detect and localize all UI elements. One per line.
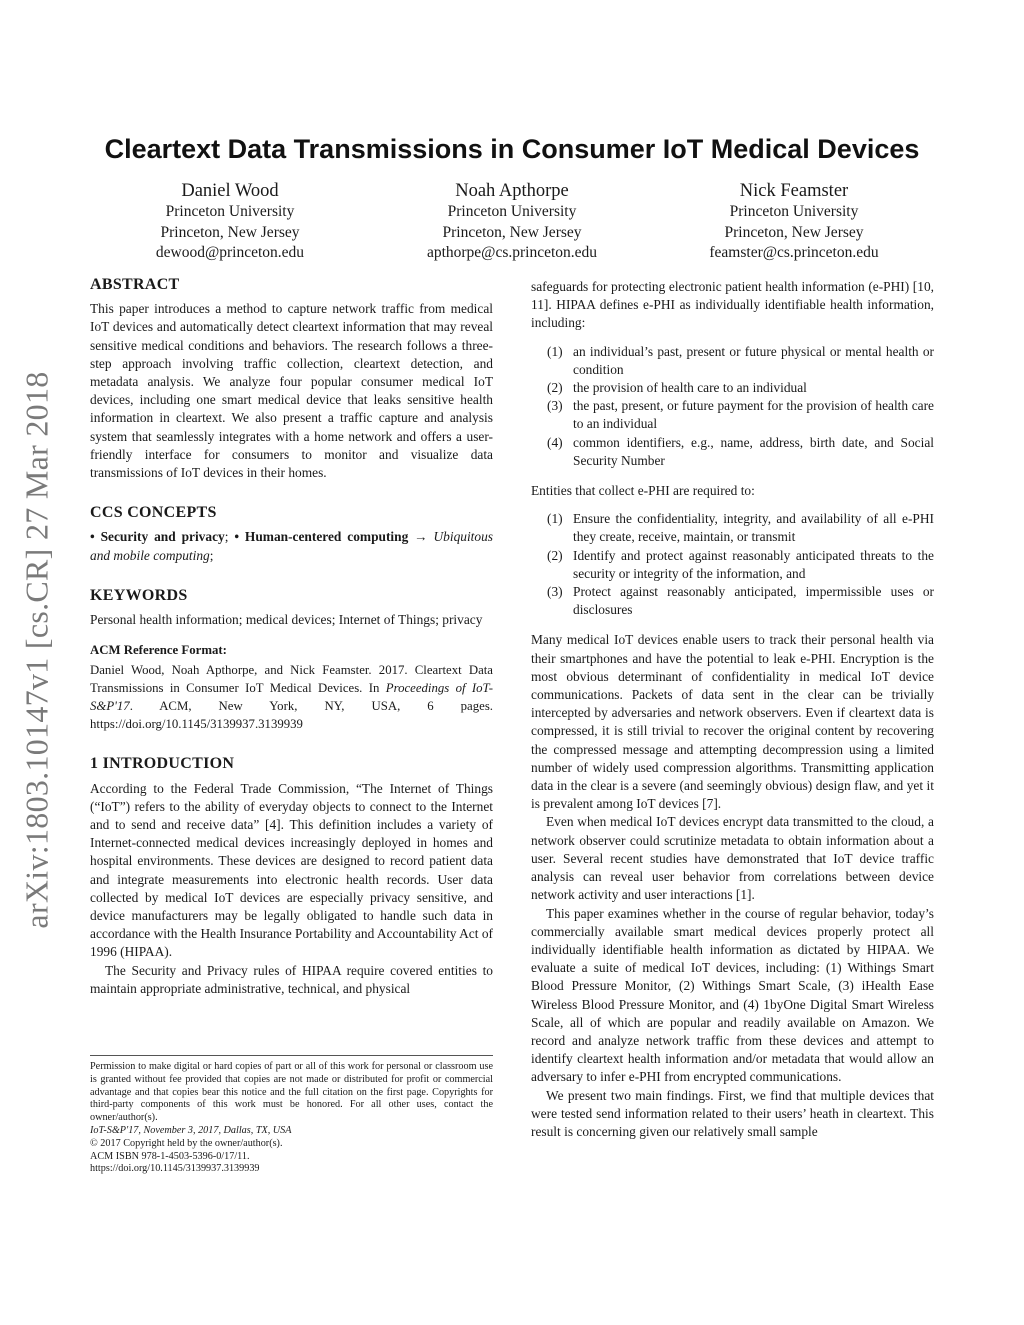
author-email: feamster@cs.princeton.edu [709, 244, 879, 261]
footnote-block [90, 1055, 493, 1176]
list-text: the past, present, or future payment for the provision of health care to an individual [573, 398, 934, 432]
right-column [531, 278, 934, 1141]
right-paragraph-many: Many medical IoT devices enable users to track their personal health via their smartphones and have the potential to leak e-PHI. Encryption is the most obvious determinant of confidentiality in medical IoT device communications. Packets of data sent in the clear can be trivially intercepted by adversaries and network observers. Even if cleartext data is compressed, it is still trivial to recover the original content by recovering the compressed message and attempting decompression using a limited number of widely used compression algorithms. Transmitting application data in the clear is a severe (and seemingly obvious) design flaw, and yet it is prevalent among IoT devices [7]. [531, 632, 934, 812]
author-location: Princeton, New Jersey [160, 223, 300, 241]
list-text: the provision of health care to an individual [573, 380, 807, 396]
footnote-isbn: ACM ISBN 978-1-4503-5396-0/17/11. [90, 1150, 250, 1162]
list-number: (1) [547, 511, 563, 527]
author-2 [382, 180, 642, 264]
list-item [531, 547, 934, 583]
list-text: an individual’s past, present or future physical or mental health or condition [573, 343, 934, 377]
ccs-concept-2: • Human-centered computing [234, 529, 409, 545]
ccs-end: ; [209, 547, 214, 563]
abstract-heading: ABSTRACT [90, 276, 180, 293]
author-affiliation: Princeton University [165, 203, 295, 220]
acm-ref-proceedings: Proceedings of IoT-S&P'17 [90, 681, 493, 714]
acm-ref-part1: Daniel Wood, Noah Apthorpe, and Nick Feamster. 2017. Cleartext Data Transmissions in Consumer IoT Medical Devices. In [90, 663, 493, 696]
acm-ref-part2: . ACM, New York, NY, USA, 6 pages. https://doi.org/10.1145/3139937.3139939 [90, 699, 493, 732]
list-number: (3) [547, 398, 563, 414]
footnote-permission: Permission to make digital or hard copies of part or all of this work for personal or classroom use is granted without fee provided that copies are not made or distributed for profit or commercial advantage and that copies bear this notice and the full citation on the first page. Copyrights for third-party components of this work must be honored. For all other uses, contact the owner/author(s). [90, 1061, 493, 1124]
paper-title: Cleartext Data Transmissions in Consumer IoT Medical Devices [104, 134, 920, 164]
ccs-concept-1: • Security and privacy [90, 529, 225, 545]
author-affiliation: Princeton University [447, 203, 577, 220]
list-text: common identifiers, e.g., name, address, birth date, and Social Security Number [573, 434, 934, 468]
right-paragraph-intro: safeguards for protecting electronic patient health information (e-PHI) [10, 11]. HIPAA defines e-PHI as individually identifiable health information, including: [531, 279, 934, 331]
list-text: Ensure the confidentiality, integrity, and availability of all e-PHI they create, receive, maintain, or transmit [573, 511, 934, 545]
footnote-doi: https://doi.org/10.1145/3139937.3139939 [90, 1163, 260, 1175]
right-paragraph-even: Even when medical IoT devices encrypt data transmitted to the cloud, a network observer could scrutinize metadata to obtain information about a user. Several recent studies have demonstrated that IoT device traffic analysis can reveal user behavior from correlations between device network activity and user interactions [1]. [531, 814, 934, 903]
requirements-list [531, 510, 934, 619]
list-item [531, 379, 934, 397]
author-3 [664, 180, 924, 264]
list-text: Identify and protect against reasonably anticipated threats to the security or integrity of the information, and [573, 547, 934, 581]
list-number: (4) [547, 434, 563, 450]
list-number: (3) [547, 584, 563, 600]
author-affiliation: Princeton University [729, 203, 859, 220]
list-number: (1) [547, 343, 563, 359]
ccs-separator: ; [224, 529, 235, 545]
author-block [100, 180, 924, 264]
arxiv-stamp [14, 340, 60, 960]
ephi-list [531, 343, 934, 470]
intro-paragraph-2: The Security and Privacy rules of HIPAA require covered entities to maintain appropriate administrative, technical, and physical [90, 962, 493, 996]
ccs-heading: CCS CONCEPTS [90, 504, 217, 522]
author-name: Nick Feamster [739, 181, 849, 201]
list-item [531, 583, 934, 619]
arxiv-stamp-text: arXiv:1803.10147v1 [cs.CR] 27 Mar 2018 [18, 371, 55, 929]
author-name: Daniel Wood [181, 181, 279, 201]
right-paragraph-present: We present two main findings. First, we find that multiple devices that were tested send information related to their users’ heath in cleartext. This result is concerning given our relatively small sample [531, 1087, 934, 1139]
list-item [531, 343, 934, 379]
footnote-copyright: © 2017 Copyright held by the owner/author(s). [90, 1137, 283, 1149]
acm-ref-text [90, 661, 493, 733]
list-item [531, 434, 934, 470]
left-column [90, 276, 493, 998]
author-1 [100, 180, 360, 264]
list-item [531, 397, 934, 433]
author-email: dewood@princeton.edu [155, 244, 305, 261]
list-text: Protect against reasonably anticipated, impermissible uses or disclosures [573, 584, 934, 618]
ccs-text [90, 528, 493, 564]
author-location: Princeton, New Jersey [724, 223, 864, 241]
author-location: Princeton, New Jersey [442, 223, 582, 241]
author-name: Noah Apthorpe [455, 181, 569, 201]
keywords-heading: KEYWORDS [90, 586, 188, 604]
intro-heading: 1 INTRODUCTION [90, 755, 235, 773]
list-number: (2) [547, 547, 563, 563]
ccs-arrow: → [408, 529, 434, 545]
footnote-venue: IoT-S&P'17, November 3, 2017, Dallas, TX, USA [90, 1124, 292, 1136]
ccs-subconcept: Ubiquitous and mobile computing [90, 529, 494, 563]
acm-ref-heading: ACM Reference Format: [90, 643, 227, 658]
list-item [531, 510, 934, 546]
author-email: apthorpe@cs.princeton.edu [426, 244, 598, 261]
intro-paragraph-1: According to the Federal Trade Commission, “The Internet of Things (“IoT”) refers to the ability of everyday objects to connect to the Internet and to send and receive data” [4]. This definition includes a variety of Internet-connected medical devices increasingly deployed in homes and hospital environments. These devices are designed to record patient data and integrate measurements into electronic health records. User data collected by medical IoT devices are especially privacy sensitive, and device manufacturers may be legally obligated to handle such data in accordance with the Health Insurance Portability and Accountability Act of 1996 (HIPAA). [90, 780, 493, 960]
list-number: (2) [547, 380, 563, 396]
right-paragraph-this: This paper examines whether in the course of regular behavior, today’s commercially available smart medical devices properly protect all individually identifiable health information as dictated by HIPAA. We evaluate a suite of medical IoT devices, including: (1) Withings Smart Blood Pressure Monitor, (2) Withings Smart Scale, (3) iHealth Ease Wireless Blood Pressure Monitor, and (4) 1byOne Digital Smart Wireless Scale, all of which are popular and readily available on Amazon. We record and analyze network traffic from these devices and attempt to identify cleartext health information and/or metadata that would allow an adversary to infer e-PHI from encrypted communications. [531, 905, 934, 1085]
right-paragraph-entities: Entities that collect e-PHI are required to: [531, 483, 755, 499]
abstract-text: This paper introduces a method to capture network traffic from medical IoT devices and automatically detect cleartext information that may reveal sensitive medical conditions and behaviors. The research follows a three-step approach involving traffic collection, cleartext detection, and metadata analysis. We analyze four popular consumer medical IoT devices, including one smart medical device that leaks sensitive health information in cleartext. We also present a traffic capture and analysis system that seamlessly integrates with a home network and offers a user-friendly interface for consumers to monitor and visualize data transmissions of IoT devices in their homes. [90, 301, 493, 481]
keywords-text: Personal health information; medical devices; Internet of Things; privacy [90, 612, 483, 628]
